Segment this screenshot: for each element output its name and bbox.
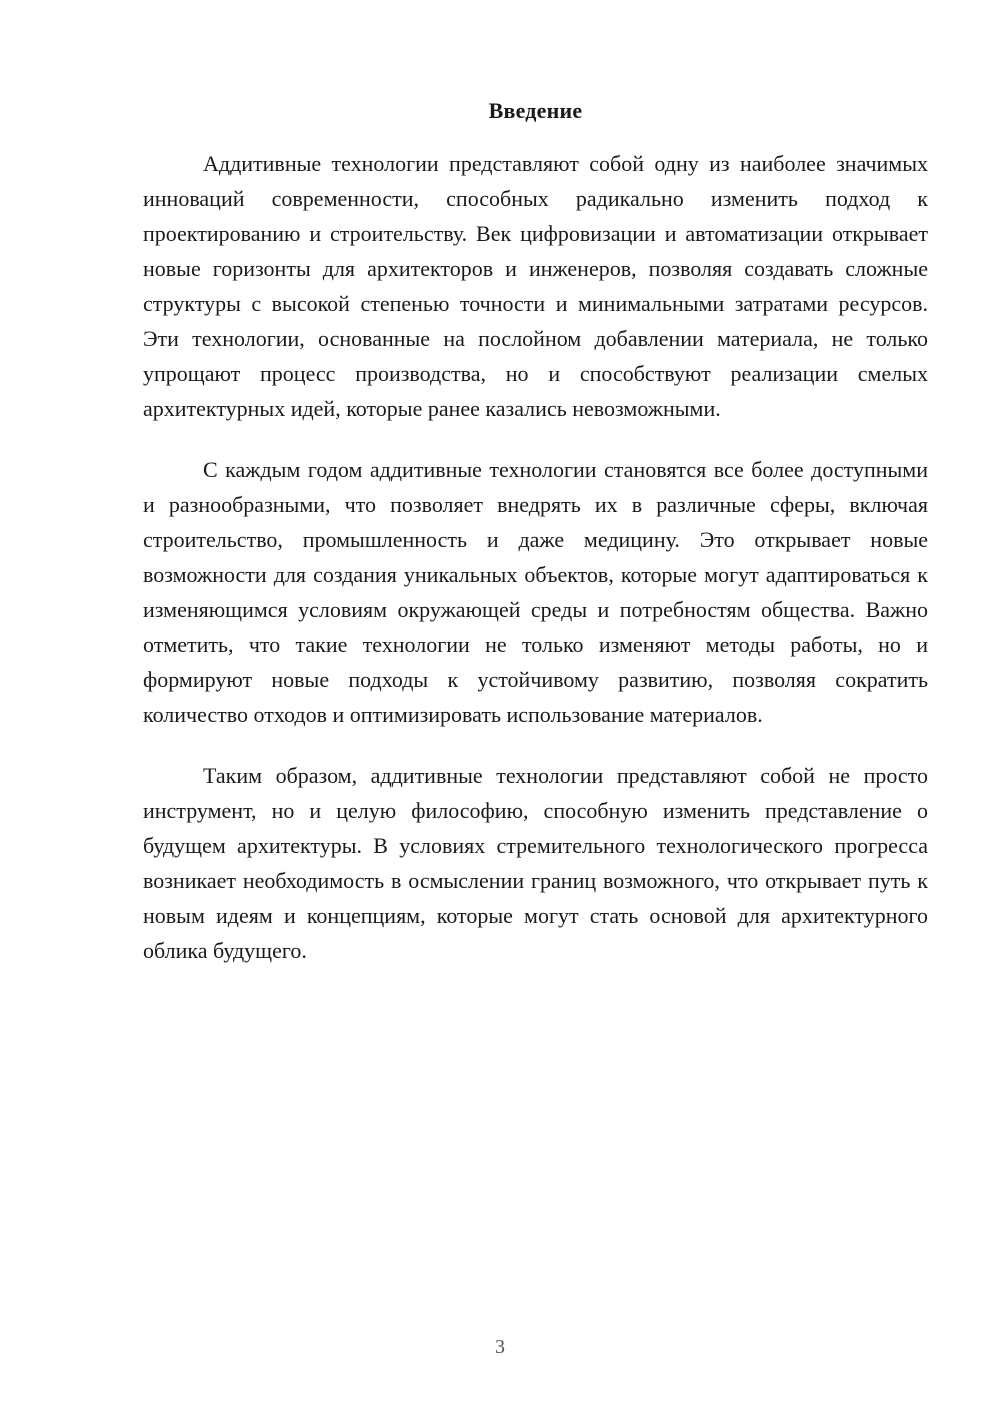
page-content (143, 96, 928, 994)
paragraph-2: С каждым годом аддитивные технологии становятся все более доступными и разнообразными, что позволяет внедрять их в различные сферы, включая строительство, промышленность и даже медицину. Это открывает новые возможности для создания уникальных объектов, которые могут адаптироваться к изменяющимся условиям окружающей среды и потребностям общества. Важно отметить, что такие технологии не только изменяют методы работы, но и формируют новые подходы к устойчивому развитию, позволяя сократить количество отходов и оптимизировать использование материалов. (143, 457, 928, 727)
page-title: Введение (488, 98, 583, 123)
page-number: 3 (495, 1336, 505, 1358)
paragraph-3: Таким образом, аддитивные технологии представляют собой не просто инструмент, но и целую философию, способную изменить представление о будущем архитектуры. В условиях стремительного технологического прогресса возникает необходимость в осмыслении границ возможного, что открывает путь к новым идеям и концепциям, которые могут стать основой для архитектурного облика будущего. (143, 763, 928, 963)
paragraph-1: Аддитивные технологии представляют собой одну из наиболее значимых инноваций современности, способных радикально изменить подход к проектированию и строительству. Век цифровизации и автоматизации открывает новые горизонты для архитекторов и инженеров, позволяя создавать сложные структуры с высокой степенью точности и минимальными затратами ресурсов. Эти технологии, основанные на послойном добавлении материала, не только упрощают процесс производства, но и способствуют реализации смелых архитектурных идей, которые ранее казались невозможными. (143, 151, 928, 421)
